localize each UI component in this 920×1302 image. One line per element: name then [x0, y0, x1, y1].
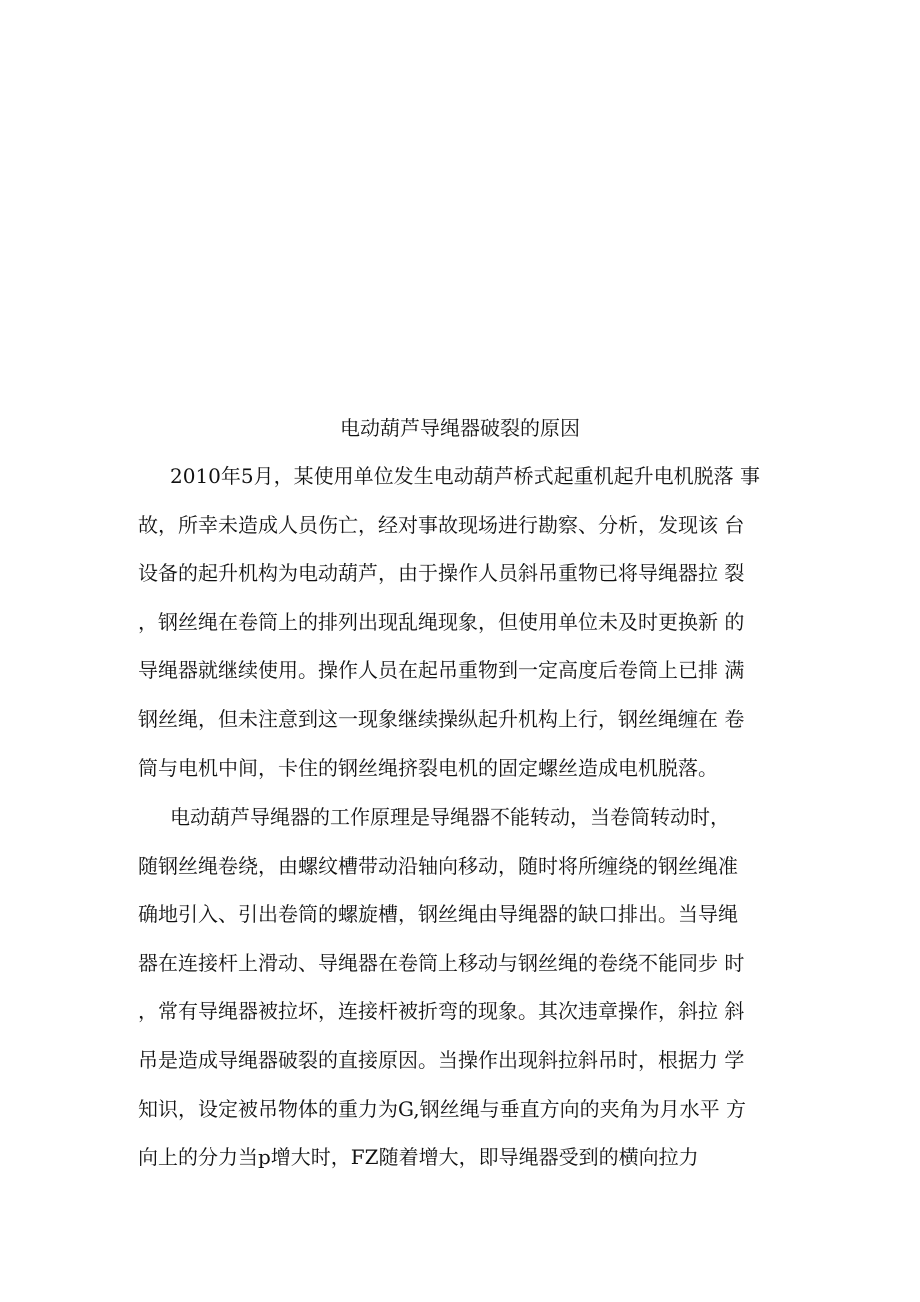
- paragraph-line: 向上的分力当p增大时，FZ随着增大，即导绳器受到的横向拉力: [138, 1145, 699, 1170]
- paragraph-line: 知识，设定被吊物体的重力为G,钢丝绳与垂直方向的夹角为月水平 方: [138, 1096, 746, 1121]
- paragraph-line: 确地引入、引出卷筒的螺旋槽，钢丝绳由导绳器的缺口排出。当导绳: [138, 902, 738, 927]
- paragraph-line: 随钢丝绳卷绕，由螺纹槽带动沿轴向移动，随时将所缠绕的钢丝绳准: [138, 853, 738, 878]
- paragraph-line: 导绳器就继续使用。操作人员在起吊重物到一定高度后卷筒上已排 满: [138, 658, 745, 683]
- paragraph-line: ，常有导绳器被拉坏，连接杆被折弯的现象。其次违章操作，斜拉 斜: [138, 999, 745, 1024]
- paragraph-line: 器在连接杆上滑动、导绳器在卷筒上移动与钢丝绳的卷绕不能同步 时: [138, 950, 745, 975]
- paragraph-line: 钢丝绳，但未注意到这一现象继续操纵起升机构上行，钢丝绳缠在 卷: [138, 706, 745, 731]
- paragraph-1: [138, 452, 788, 792]
- paragraph-line: 故，所幸未造成人员伤亡，经对事故现场进行勘察、分析，发现该 台: [138, 512, 745, 537]
- paragraph-line: ，钢丝绳在卷筒上的排列出现乱绳现象，但使用单位未及时更换新 的: [138, 609, 745, 634]
- paragraph-line: 电动葫芦导绳器的工作原理是导绳器不能转动，当卷筒转动时，: [170, 805, 730, 829]
- paragraph-line: 吊是造成导绳器破裂的直接原因。当操作出现斜拉斜吊时，根据力 学: [138, 1047, 745, 1072]
- paragraph-2: [138, 793, 788, 1182]
- paragraph-line: 设备的起升机构为电动葫芦，由于操作人员斜吊重物已将导绳器拉 裂: [138, 561, 745, 586]
- paragraph-line: 2010年5月，某使用单位发生电动葫芦桥式起重机起升电机脱落 事: [170, 464, 760, 488]
- paragraph-line: 筒与电机中间，卡住的钢丝绳挤裂电机的固定螺丝造成电机脱落。: [138, 755, 718, 780]
- document-title: 电动葫芦导绳器破裂的原因: [340, 416, 580, 440]
